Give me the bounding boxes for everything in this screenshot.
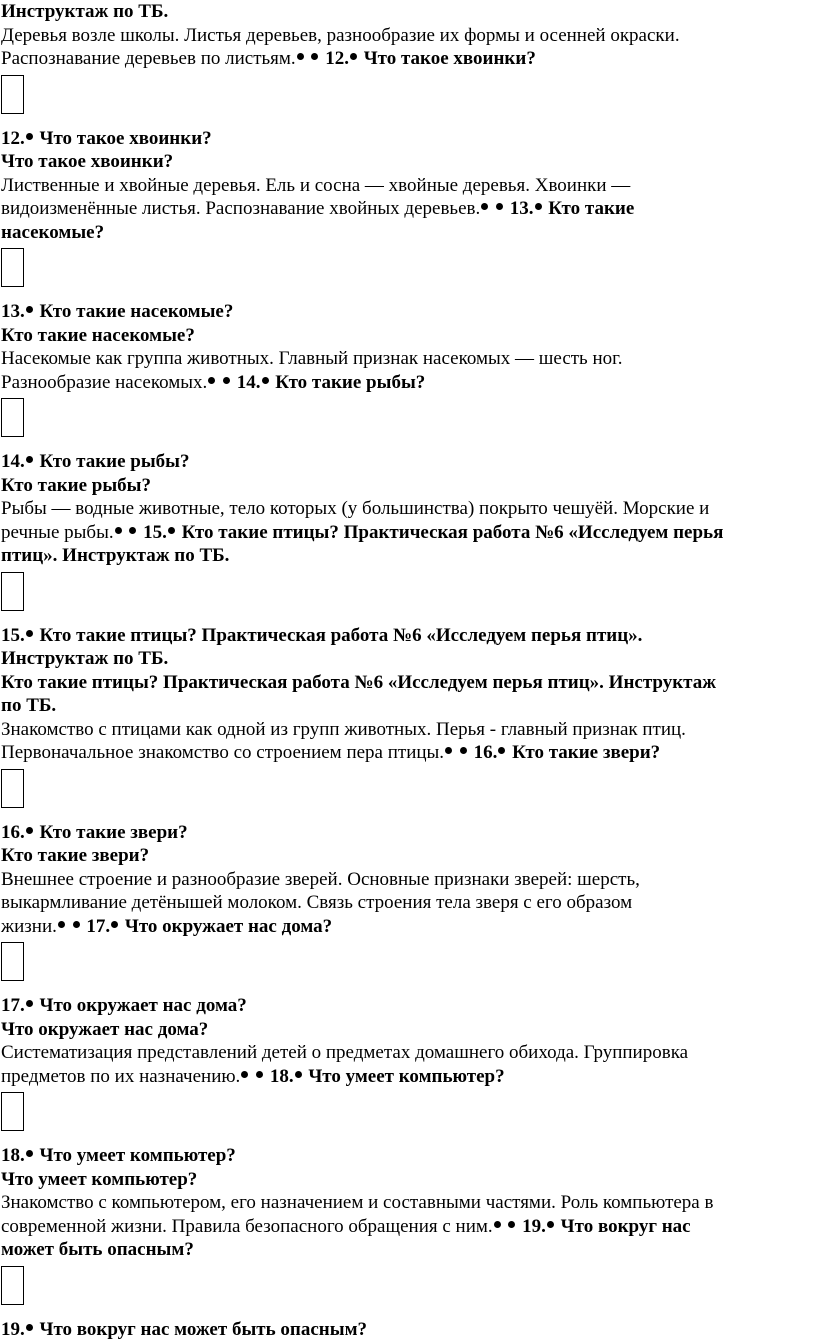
next-topic-link[interactable]: Что умеет компьютер?	[308, 1066, 504, 1087]
section-heading: по ТБ.	[1, 694, 813, 718]
paragraph-line: Рыбы — водные животные, тело которых (у большинства) покрыто чешуёй. Морские и	[1, 497, 813, 521]
bullet-icon	[508, 1221, 515, 1228]
section-title: 15. Кто такие птицы? Практическая работа №6 «Исследуем перья птиц».	[1, 624, 813, 648]
checkbox[interactable]	[1, 1266, 24, 1305]
paragraph-line: Лиственные и хвойные деревья. Ель и сосна — хвойные деревья. Хвоинки —	[1, 174, 813, 198]
next-topic-link[interactable]: Что вокруг нас	[561, 1216, 691, 1237]
section-title: 12. Что такое хвоинки?	[1, 127, 813, 151]
checkbox[interactable]	[1, 572, 24, 611]
paragraph-line: Знакомство с компьютером, его назначением и составными частями. Роль компьютера в	[1, 1191, 813, 1215]
bullet-icon	[311, 53, 318, 60]
bullet-icon	[445, 747, 452, 754]
next-topic-link[interactable]: Кто такие птицы? Практическая работа №6 «Исследуем перья	[182, 522, 724, 543]
bullet-icon	[262, 377, 269, 384]
bullet-icon	[115, 527, 122, 534]
checkbox[interactable]	[1, 248, 24, 287]
document-page	[1, 0, 813, 1341]
bullet-icon	[460, 747, 467, 754]
checkbox[interactable]	[1, 75, 24, 114]
next-topic-link[interactable]: может быть опасным?	[1, 1238, 813, 1262]
section-title: 13. Кто такие насекомые?	[1, 300, 813, 324]
bullet-icon	[26, 306, 33, 313]
bullet-icon	[58, 921, 65, 928]
bullet-icon	[26, 827, 33, 834]
paragraph-line: Деревья возле школы. Листья деревьев, разнообразие их формы и осенней окраски.	[1, 24, 813, 48]
bullet-icon	[129, 527, 136, 534]
bullet-icon	[547, 1221, 554, 1228]
checkbox[interactable]	[1, 769, 24, 808]
paragraph-line: жизни. 17. Что окружает нас дома?	[1, 915, 813, 939]
bullet-icon	[26, 1000, 33, 1007]
bullet-icon	[481, 203, 488, 210]
paragraph-line: Знакомство с птицами как одной из групп животных. Перья - главный признак птиц.	[1, 718, 813, 742]
section-title: 16. Кто такие звери?	[1, 821, 813, 845]
section-title: Инструктаж по ТБ.	[1, 647, 813, 671]
next-topic-link[interactable]: Кто такие рыбы?	[275, 372, 425, 393]
paragraph-line: Насекомые как группа животных. Главный признак насекомых — шесть ног.	[1, 347, 813, 371]
section-title: 14. Кто такие рыбы?	[1, 450, 813, 474]
next-topic-link[interactable]: птиц». Инструктаж по ТБ.	[1, 544, 813, 568]
next-topic-link[interactable]: Кто такие	[548, 198, 634, 219]
paragraph-line: Систематизация представлений детей о предметах домашнего обихода. Группировка	[1, 1041, 813, 1065]
bullet-icon	[496, 203, 503, 210]
paragraph-line: видоизменённые листья. Распознавание хвойных деревьев. 13. Кто такие	[1, 197, 813, 221]
checkbox[interactable]	[1, 398, 24, 437]
bullet-icon	[26, 133, 33, 140]
paragraph-line: Распознавание деревьев по листьям. 12. Что такое хвоинки?	[1, 47, 813, 71]
paragraph-line: Первоначальное знакомство со строением пера птицы. 16. Кто такие звери?	[1, 741, 813, 765]
section-title: 18. Что умеет компьютер?	[1, 1144, 813, 1168]
paragraph-line: Разнообразие насекомых. 14. Кто такие рыбы?	[1, 371, 813, 395]
bullet-icon	[168, 527, 175, 534]
bullet-icon	[26, 1324, 33, 1331]
bullet-icon	[241, 1071, 248, 1078]
section-heading: Что умеет компьютер?	[1, 1168, 813, 1192]
section-heading: Кто такие звери?	[1, 844, 813, 868]
section-heading: Кто такие рыбы?	[1, 474, 813, 498]
section-heading: Кто такие птицы? Практическая работа №6 «Исследуем перья птиц». Инструктаж	[1, 671, 813, 695]
bullet-icon	[26, 1150, 33, 1157]
bullet-icon	[498, 747, 505, 754]
bullet-icon	[111, 921, 118, 928]
bullet-icon	[494, 1221, 501, 1228]
paragraph-line: современной жизни. Правила безопасного обращения с ним. 19. Что вокруг нас	[1, 1215, 813, 1239]
paragraph-line: выкармливание детёнышей молоком. Связь строения тела зверя с его образом	[1, 891, 813, 915]
next-topic-link[interactable]: Кто такие звери?	[512, 742, 660, 763]
section-heading: Кто такие насекомые?	[1, 324, 813, 348]
next-topic-link[interactable]: насекомые?	[1, 221, 813, 245]
bullet-icon	[223, 377, 230, 384]
section-title: 19. Что вокруг нас может быть опасным?	[1, 1318, 813, 1341]
paragraph-line: речные рыбы. 15. Кто такие птицы? Практическая работа №6 «Исследуем перья	[1, 521, 813, 545]
bullet-icon	[295, 1071, 302, 1078]
bullet-icon	[535, 203, 542, 210]
next-topic-link[interactable]: Что окружает нас дома?	[125, 916, 332, 937]
bullet-icon	[26, 456, 33, 463]
checkbox[interactable]	[1, 942, 24, 981]
bullet-icon	[256, 1071, 263, 1078]
bullet-icon	[208, 377, 215, 384]
paragraph-line: предметов по их назначению. 18. Что умеет компьютер?	[1, 1065, 813, 1089]
next-topic-link[interactable]: Что такое хвоинки?	[364, 48, 536, 69]
paragraph-line: Внешнее строение и разнообразие зверей. Основные признаки зверей: шерсть,	[1, 868, 813, 892]
section-heading: Что такое хвоинки?	[1, 150, 813, 174]
bullet-icon	[73, 921, 80, 928]
page-title: Инструктаж по ТБ.	[1, 0, 813, 24]
bullet-icon	[350, 53, 357, 60]
checkbox[interactable]	[1, 1092, 24, 1131]
bullet-icon	[297, 53, 304, 60]
section-title: 17. Что окружает нас дома?	[1, 994, 813, 1018]
section-heading: Что окружает нас дома?	[1, 1018, 813, 1042]
bullet-icon	[26, 630, 33, 637]
